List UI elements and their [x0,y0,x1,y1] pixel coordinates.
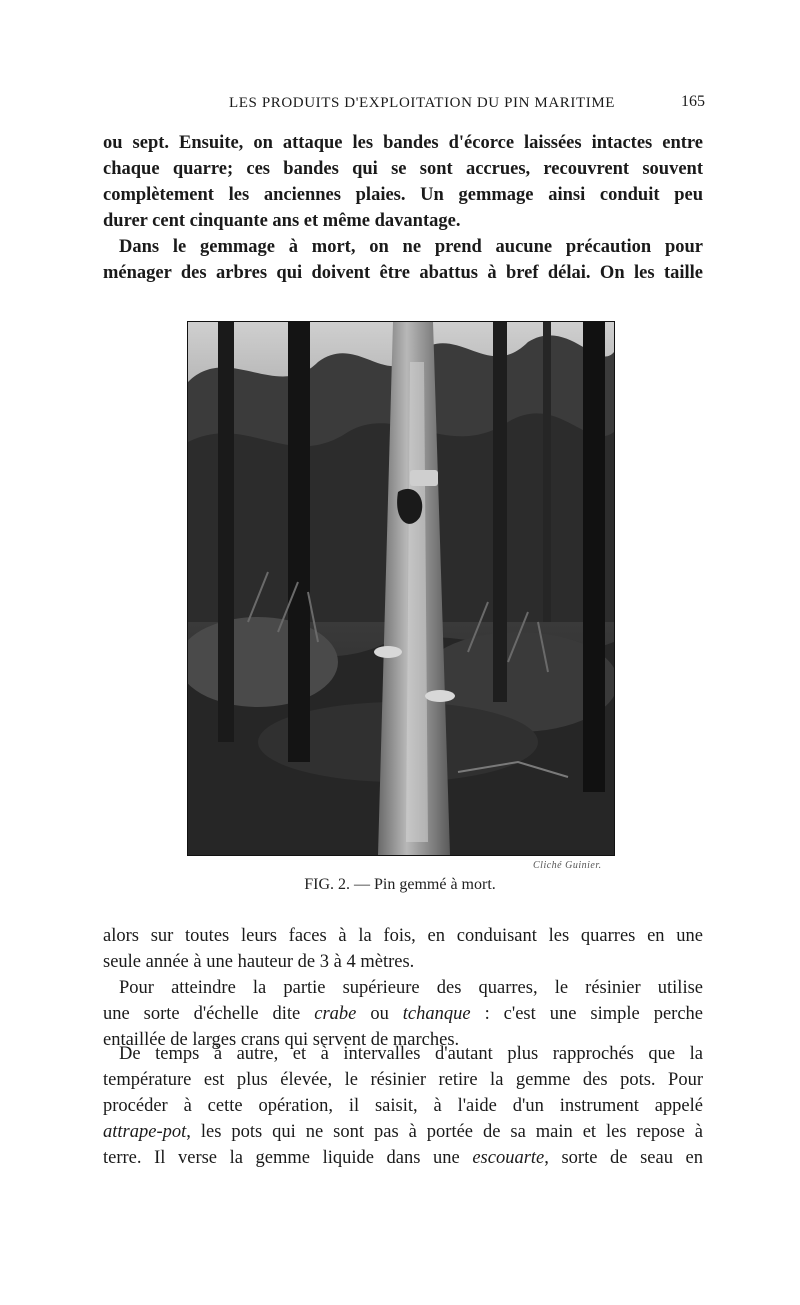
text-line: durer cent cinquante ans et même davantage. [103,211,461,231]
text-line: Dans le gemmage à mort, on ne prend aucune précaution pour [119,237,703,257]
term-escouarte: escouarte [472,1148,545,1168]
text-segment: , sorte de seau en [544,1148,703,1168]
text-line: De temps à autre, et à intervalles d'autant plus rapprochés que la [119,1044,703,1064]
text-line: ou sept. Ensuite, on attaque les bandes d'écorce laissées intactes entre [103,133,703,153]
term-crabe: crabe [314,1004,357,1024]
term-attrape-pot: attrape-pot [103,1122,187,1142]
running-head [103,92,705,116]
text-line: alors sur toutes leurs faces à la fois, en conduisant les quarres en une [103,926,703,946]
text-segment: , les pots qui ne sont pas à portée de sa main et les repose à [186,1122,703,1142]
paragraph-3 [103,923,703,975]
text-line: température est plus élevée, le résinier retire la gemme des pots. Pour [103,1070,703,1090]
text-line: complètement les anciennes plaies. Un gemmage ainsi conduit peu [103,185,703,205]
text-line: entaillée de larges crans qui servent de marches. [103,1030,460,1050]
term-tchanque: tchanque [402,1004,471,1024]
text-line: seule année à une hauteur de 3 à 4 mètres. [103,952,415,972]
page-number: 165 [681,93,705,110]
photo-credit: Cliché Guinier. [533,860,602,871]
paragraph-1 [103,130,703,234]
text-line: Pour atteindre la partie supérieure des quarres, le résinier utilise [119,978,703,998]
figure-photograph [187,321,615,856]
text-segment: : c'est une simple perche [470,1004,704,1024]
text-segment: une sorte d'échelle dite [103,1004,315,1024]
text-line [103,1001,703,1027]
paragraph-2 [103,234,703,286]
text-line [103,1145,703,1171]
text-line: chaque quarre; ces bandes qui se sont accrues, recouvrent souvent [103,159,703,179]
text-segment: ou [356,1004,403,1024]
text-line: ménager des arbres qui doivent être abattus à bref délai. On les taille [103,263,703,283]
figure-caption: FIG. 2. — Pin gemmé à mort. [304,876,496,893]
paragraph-5 [103,1041,703,1171]
text-segment: terre. Il verse la gemme liquide dans une [103,1148,473,1168]
text-line: procéder à cette opération, il saisit, à l'aide d'un instrument appelé [103,1096,703,1116]
running-head-title: LES PRODUITS D'EXPLOITATION DU PIN MARITIME [229,95,616,111]
pine-tree-photo [188,322,614,855]
text-line [103,1119,703,1145]
